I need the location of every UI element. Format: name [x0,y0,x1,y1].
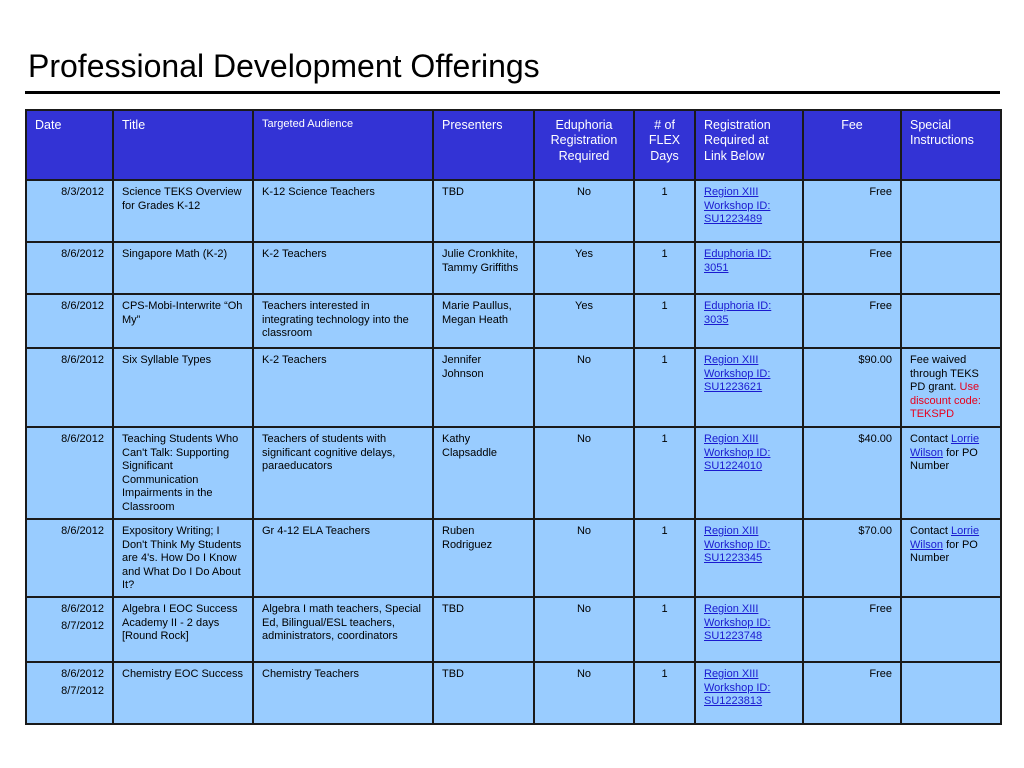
special-text: Contact [910,525,951,537]
cell-registration [695,597,803,662]
cell-date [26,597,113,662]
cell-flex-days: 1 [634,662,695,724]
registration-link[interactable]: Region XIII Workshop ID: SU1223748 [704,603,771,643]
cell-registration [695,242,803,294]
date-start: 8/6/2012 [61,668,104,680]
special-text: Contact [910,433,951,445]
table-row [26,597,1001,662]
header-flex-days: # of FLEX Days [634,110,695,180]
cell-eduphoria: No [534,427,634,519]
cell-flex-days: 1 [634,519,695,597]
cell-registration [695,348,803,427]
offerings-table [25,109,1002,725]
cell-special-instructions [901,294,1001,348]
registration-link[interactable]: Region XIII Workshop ID: SU1223621 [704,354,771,394]
table-row [26,348,1001,427]
contact-link[interactable]: Lorrie Wilson [910,525,980,551]
cell-special-instructions [901,597,1001,662]
cell-title: Teaching Students Who Can't Talk: Supporting Significant Communication Impairments in the Classroom [113,427,253,519]
cell-audience: Teachers interested in integrating technology into the classroom [253,294,433,348]
header-fee: Fee [803,110,901,180]
cell-date: 8/6/2012 [26,348,113,427]
registration-link[interactable]: Region XIII Workshop ID: SU1223345 [704,525,771,565]
cell-special-instructions [901,242,1001,294]
cell-presenters: Ruben Rodriguez [433,519,534,597]
cell-fee: $40.00 [803,427,901,519]
cell-special-instructions [901,519,1001,597]
date-end: 8/7/2012 [61,619,104,632]
cell-flex-days: 1 [634,427,695,519]
cell-audience: Algebra I math teachers, Special Ed, Bilingual/ESL teachers, administrators, coordinators [253,597,433,662]
cell-eduphoria: Yes [534,242,634,294]
table-row [26,180,1001,242]
cell-special-instructions [901,662,1001,724]
cell-date: 8/3/2012 [26,180,113,242]
header-row [26,110,1001,180]
cell-presenters: Marie Paullus, Megan Heath [433,294,534,348]
cell-presenters: Julie Cronkhite, Tammy Griffiths [433,242,534,294]
title-divider [25,91,1000,94]
cell-audience: K-2 Teachers [253,242,433,294]
contact-link[interactable]: Lorrie Wilson [910,433,980,459]
cell-registration [695,180,803,242]
cell-registration [695,427,803,519]
registration-link[interactable]: Region XIII Workshop ID: SU1223813 [704,668,771,708]
cell-audience: Teachers of students with significant cognitive delays, paraeducators [253,427,433,519]
cell-title: Algebra I EOC Success Academy II - 2 days [Round Rock] [113,597,253,662]
table-row [26,519,1001,597]
special-text: for PO Number [910,538,978,565]
cell-fee: $90.00 [803,348,901,427]
cell-presenters: Jennifer Johnson [433,348,534,427]
special-text: for PO Number [910,446,978,473]
cell-date: 8/6/2012 [26,519,113,597]
cell-title: Six Syllable Types [113,348,253,427]
cell-special-instructions [901,348,1001,427]
cell-presenters: TBD [433,597,534,662]
registration-link[interactable]: Region XIII Workshop ID: SU1223489 [704,186,771,226]
table-row [26,662,1001,724]
cell-title: Science TEKS Overview for Grades K-12 [113,180,253,242]
cell-special-instructions [901,180,1001,242]
cell-audience: Gr 4-12 ELA Teachers [253,519,433,597]
cell-date [26,662,113,724]
cell-date: 8/6/2012 [26,242,113,294]
registration-link[interactable]: Region XIII Workshop ID: SU1224010 [704,433,771,473]
registration-link[interactable]: Eduphoria ID: 3035 [704,300,772,326]
cell-title: Singapore Math (K-2) [113,242,253,294]
cell-fee: Free [803,180,901,242]
cell-audience: K-12 Science Teachers [253,180,433,242]
table-row [26,294,1001,348]
cell-eduphoria: No [534,519,634,597]
header-presenters: Presenters [433,110,534,180]
header-registration-link: Registration Required at Link Below [695,110,803,180]
special-text: Fee waived through TEKS PD grant. [910,354,979,394]
cell-eduphoria: No [534,597,634,662]
cell-presenters: TBD [433,180,534,242]
cell-fee: Free [803,294,901,348]
cell-fee: Free [803,242,901,294]
header-title: Title [113,110,253,180]
registration-link[interactable]: Eduphoria ID: 3051 [704,248,772,274]
cell-fee: Free [803,597,901,662]
cell-title: Chemistry EOC Success [113,662,253,724]
cell-registration [695,662,803,724]
page-title: Professional Development Offerings [28,48,540,84]
cell-presenters: TBD [433,662,534,724]
date-end: 8/7/2012 [61,684,104,697]
date-start: 8/6/2012 [61,603,104,615]
cell-flex-days: 1 [634,294,695,348]
cell-title: CPS-Mobi-Interwrite “Oh My” [113,294,253,348]
cell-registration [695,294,803,348]
header-targeted-audience: Targeted Audience [253,110,433,180]
cell-registration [695,519,803,597]
table-row [26,242,1001,294]
cell-title: Expository Writing; I Don't Think My Students are 4's. How Do I Know and What Do I Do About It? [113,519,253,597]
cell-audience: Chemistry Teachers [253,662,433,724]
cell-eduphoria: No [534,662,634,724]
cell-date: 8/6/2012 [26,294,113,348]
cell-eduphoria: No [534,348,634,427]
cell-eduphoria: No [534,180,634,242]
cell-special-instructions [901,427,1001,519]
cell-audience: K-2 Teachers [253,348,433,427]
cell-flex-days: 1 [634,348,695,427]
cell-fee: Free [803,662,901,724]
cell-flex-days: 1 [634,242,695,294]
header-special-instructions: Special Instructions [901,110,1001,180]
cell-flex-days: 1 [634,180,695,242]
cell-flex-days: 1 [634,597,695,662]
header-eduphoria-registration: Eduphoria Registration Required [534,110,634,180]
header-date: Date [26,110,113,180]
cell-presenters: Kathy Clapsaddle [433,427,534,519]
cell-eduphoria: Yes [534,294,634,348]
discount-code-note: Use discount code: TEKSPD [910,381,981,421]
table-row [26,427,1001,519]
cell-date: 8/6/2012 [26,427,113,519]
cell-fee: $70.00 [803,519,901,597]
